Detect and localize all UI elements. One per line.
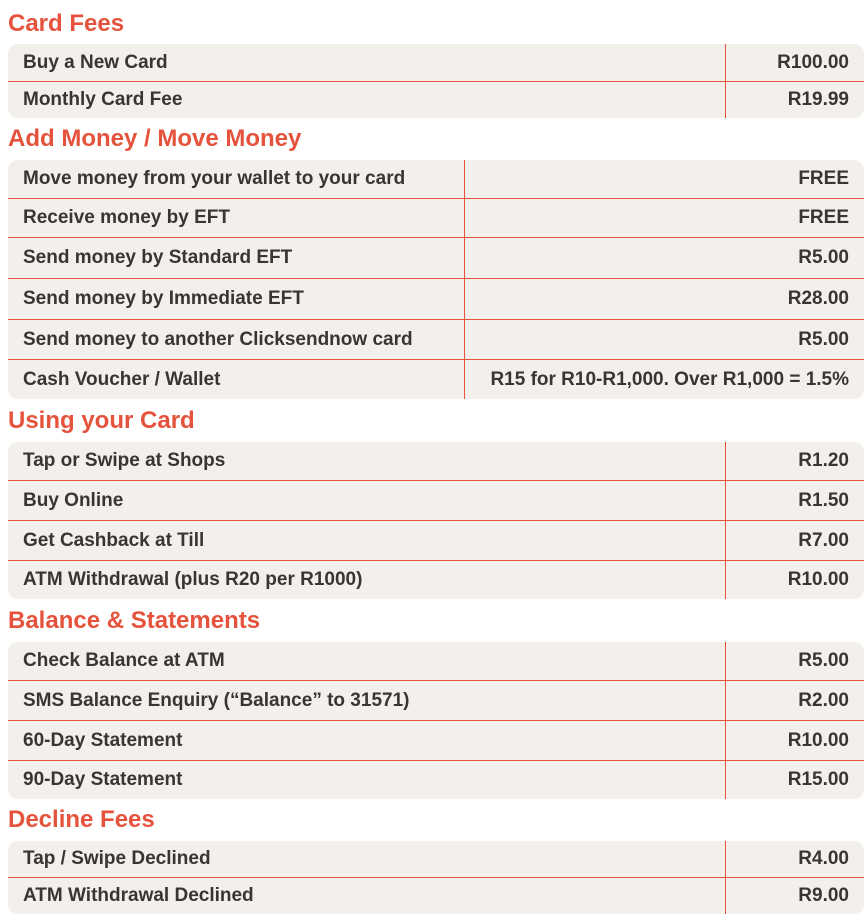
fee-label: Buy Online — [23, 489, 124, 511]
section-title-using-card: Using your Card — [8, 407, 195, 434]
fee-row — [8, 521, 864, 561]
fee-row — [8, 878, 864, 914]
fee-label: Get Cashback at Till — [23, 529, 205, 551]
fee-row — [8, 642, 864, 681]
fee-value: R5.00 — [798, 328, 849, 350]
section-title-balance-statements: Balance & Statements — [8, 607, 261, 634]
fee-row — [8, 561, 864, 599]
fee-row — [8, 160, 864, 199]
fee-label: Buy a New Card — [23, 51, 168, 73]
fee-value: R9.00 — [798, 885, 849, 906]
fee-label: ATM Withdrawal (plus R20 per R1000) — [23, 569, 363, 590]
fee-value: R10.00 — [787, 729, 849, 751]
fee-table-using-card — [8, 442, 864, 599]
fee-label: Send money by Standard EFT — [23, 247, 293, 268]
fee-label: Check Balance at ATM — [23, 650, 225, 671]
fee-value: R4.00 — [798, 848, 849, 869]
fee-value: R5.00 — [798, 650, 849, 671]
fee-label: Cash Voucher / Wallet — [23, 368, 221, 390]
fee-row — [8, 442, 864, 481]
fee-table-card-fees — [8, 44, 864, 118]
fee-row — [8, 721, 864, 761]
fee-value: R15.00 — [787, 769, 849, 790]
fee-label: Tap / Swipe Declined — [23, 848, 211, 869]
section-title-add-money: Add Money / Move Money — [8, 125, 302, 152]
fee-row — [8, 44, 864, 82]
fee-label: ATM Withdrawal Declined — [23, 885, 254, 906]
fee-label: Send money by Immediate EFT — [23, 288, 304, 309]
fee-value: R1.20 — [798, 450, 849, 471]
section-title-card-fees: Card Fees — [8, 10, 125, 37]
fee-value: R5.00 — [798, 247, 849, 268]
fee-row — [8, 681, 864, 721]
fee-table-add-money — [8, 160, 864, 399]
fee-row — [8, 238, 864, 279]
fee-row — [8, 360, 864, 399]
fee-row — [8, 199, 864, 238]
fee-row — [8, 279, 864, 320]
fee-value: FREE — [798, 207, 849, 228]
fee-value: R1.50 — [798, 489, 849, 511]
fee-value: R100.00 — [777, 51, 849, 73]
fee-value: R28.00 — [787, 288, 849, 309]
fee-row — [8, 320, 864, 360]
fee-label: Send money to another Clicksendnow card — [23, 328, 413, 350]
fee-label: Receive money by EFT — [23, 207, 230, 228]
fee-label: 60-Day Statement — [23, 729, 183, 751]
fee-label: Move money from your wallet to your card — [23, 168, 406, 189]
fee-table-balance-statements — [8, 642, 864, 799]
fee-value: R10.00 — [787, 569, 849, 590]
fee-label: Monthly Card Fee — [23, 89, 183, 110]
fee-value: FREE — [798, 168, 849, 189]
fee-row — [8, 761, 864, 799]
fee-value: R15 for R10-R1,000. Over R1,000 = 1.5% — [490, 368, 849, 390]
fee-label: Tap or Swipe at Shops — [23, 450, 226, 471]
fee-value: R2.00 — [798, 689, 849, 711]
fee-value: R7.00 — [798, 529, 849, 551]
fee-row — [8, 82, 864, 118]
fee-row — [8, 481, 864, 521]
section-title-decline-fees: Decline Fees — [8, 806, 155, 833]
fee-label: 90-Day Statement — [23, 769, 183, 790]
fee-table-decline-fees — [8, 841, 864, 914]
fee-label: SMS Balance Enquiry (“Balance” to 31571) — [23, 689, 410, 711]
fee-row — [8, 841, 864, 878]
fee-value: R19.99 — [787, 89, 849, 110]
